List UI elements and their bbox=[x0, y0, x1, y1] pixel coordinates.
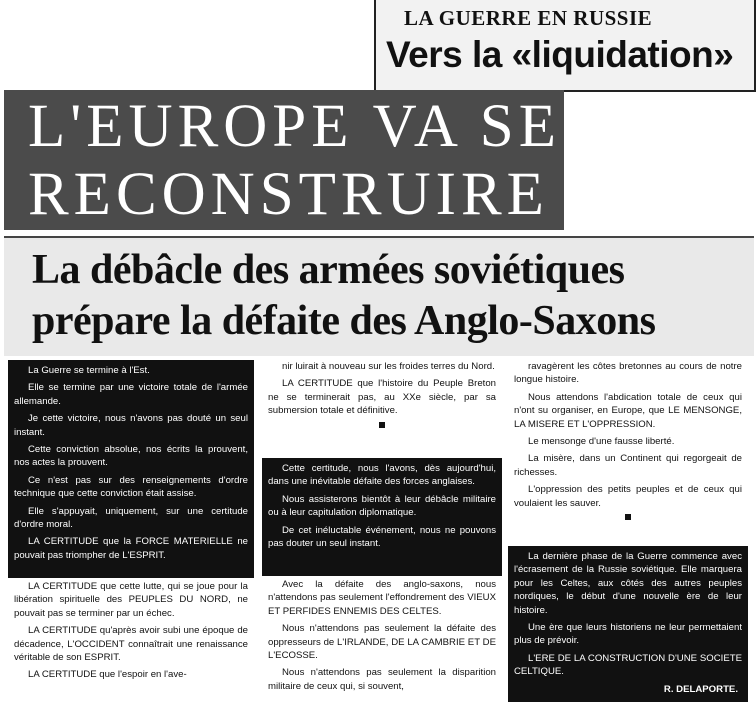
paragraph: La misère, dans un Continent qui regorgeait de richesses. bbox=[514, 453, 742, 478]
column1-dark-block bbox=[8, 360, 254, 578]
paragraph: Je cette victoire, nous n'avons pas douté un seul instant. bbox=[14, 413, 248, 438]
main-headline-line1: La débâcle des armées soviétiques bbox=[32, 247, 625, 293]
column3-dark-block bbox=[508, 546, 748, 702]
paragraph: La dernière phase de la Guerre commence avec l'écrasement de la Russie soviétique. Elle marquera pour les Celtes, aux côtés des autres peuples nordiques, le début d'une nouvelle ère de leur histoire. bbox=[514, 551, 742, 616]
separator-square bbox=[625, 514, 631, 520]
column3-top-block bbox=[508, 360, 748, 526]
column2-light-block bbox=[262, 578, 502, 697]
column2-top-block bbox=[262, 360, 502, 434]
paragraph: Cette certitude, nous l'avons, dès aujourd'hui, dans une inévitable défaite des forces anglaises. bbox=[268, 463, 496, 488]
europe-title-line2: RECONSTRUIRE bbox=[28, 161, 549, 228]
paragraph: Cette conviction absolue, nos écrits la prouvent, nos actes la prouvent. bbox=[14, 444, 248, 469]
paragraph: LA CERTITUDE que l'histoire du Peuple Breton ne se terminerait pas, au XXe siècle, par sa submersion totale et définitive. bbox=[268, 378, 496, 417]
paragraph: Avec la défaite des anglo-saxons, nous n'attendons pas seulement l'effondrement des VIEUX ET PERFIDES ENNEMIS DES CELTES. bbox=[268, 579, 496, 617]
europe-title-line1: L'EUROPE VA SE bbox=[28, 93, 561, 160]
paragraph: nir luirait à nouveau sur les froides terres du Nord. bbox=[282, 361, 495, 372]
separator-square bbox=[379, 422, 385, 428]
paragraph: Nous n'attendons pas seulement la disparition militaire de ceux qui, si souvent, bbox=[268, 667, 496, 692]
subheadline-liquidation: Vers la «liquidation» bbox=[386, 34, 734, 75]
paragraph: Elle s'appuyait, uniquement, sur une certitude d'ordre moral. bbox=[14, 505, 248, 531]
paragraph: L'ERE DE LA CONSTRUCTION D'UNE SOCIETE CELTIQUE. bbox=[514, 652, 742, 678]
paragraph: Nous assisterons bientôt à leur débâcle militaire ou à leur capitulation diplomatique. bbox=[268, 493, 496, 519]
paragraph: Nous attendons l'abdication totale de ceux qui n'ont su organiser, en Europe, que LE MENSONGE, LA MISERE ET L'OPPRESSION. bbox=[514, 391, 742, 430]
paragraph: Nous n'attendons pas seulement la défaite des oppresseurs de L'IRLANDE, DE LA CAMBRIE ET DE L'ECOSSE. bbox=[268, 623, 496, 662]
main-headline-line2: prépare la défaite des Anglo-Saxons bbox=[32, 298, 656, 344]
paragraph: Elle se termine par une victoire totale de l'armée allemande. bbox=[14, 382, 248, 407]
paragraph: LA CERTITUDE que la FORCE MATERIELLE ne pouvait pas triompher de L'ESPRIT. bbox=[14, 536, 248, 561]
paragraph: Le mensonge d'une fausse liberté. bbox=[528, 436, 675, 448]
paragraph: LA CERTITUDE que cette lutte, qui se joue pour la libération spirituelle des PEUPLES DU NORD, ne pouvait pas se terminer par un échec. bbox=[14, 581, 248, 619]
paragraph: De cet inéluctable événement, nous ne pouvons pas douter un seul instant. bbox=[268, 524, 496, 550]
paragraph: ravagèrent les côtes bretonnes au cours de notre longue histoire. bbox=[514, 361, 742, 386]
author-signature: R. DELAPORTE. bbox=[663, 683, 738, 695]
paragraph: LA CERTITUDE que l'espoir en l'ave- bbox=[28, 669, 187, 681]
paragraph: LA CERTITUDE qu'après avoir subi une époque de décadence, L'OCCIDENT connaîtrait une renaissance véritable de son ESPRIT. bbox=[14, 625, 248, 664]
paragraph: Ce n'est pas sur des renseignements d'ordre technique que cette conviction était assise. bbox=[14, 474, 248, 500]
column2-dark-block bbox=[262, 458, 502, 576]
paragraph: Une ère que leurs historiens ne leur permettaient plus de prévoir. bbox=[514, 622, 742, 647]
column1-light-block bbox=[8, 580, 254, 686]
kicker-russia: LA GUERRE EN RUSSIE bbox=[404, 6, 653, 30]
paragraph: La Guerre se termine à l'Est. bbox=[28, 365, 150, 376]
paragraph: L'oppression des petits peuples et de ceux qui voulaient les sauver. bbox=[514, 484, 742, 509]
